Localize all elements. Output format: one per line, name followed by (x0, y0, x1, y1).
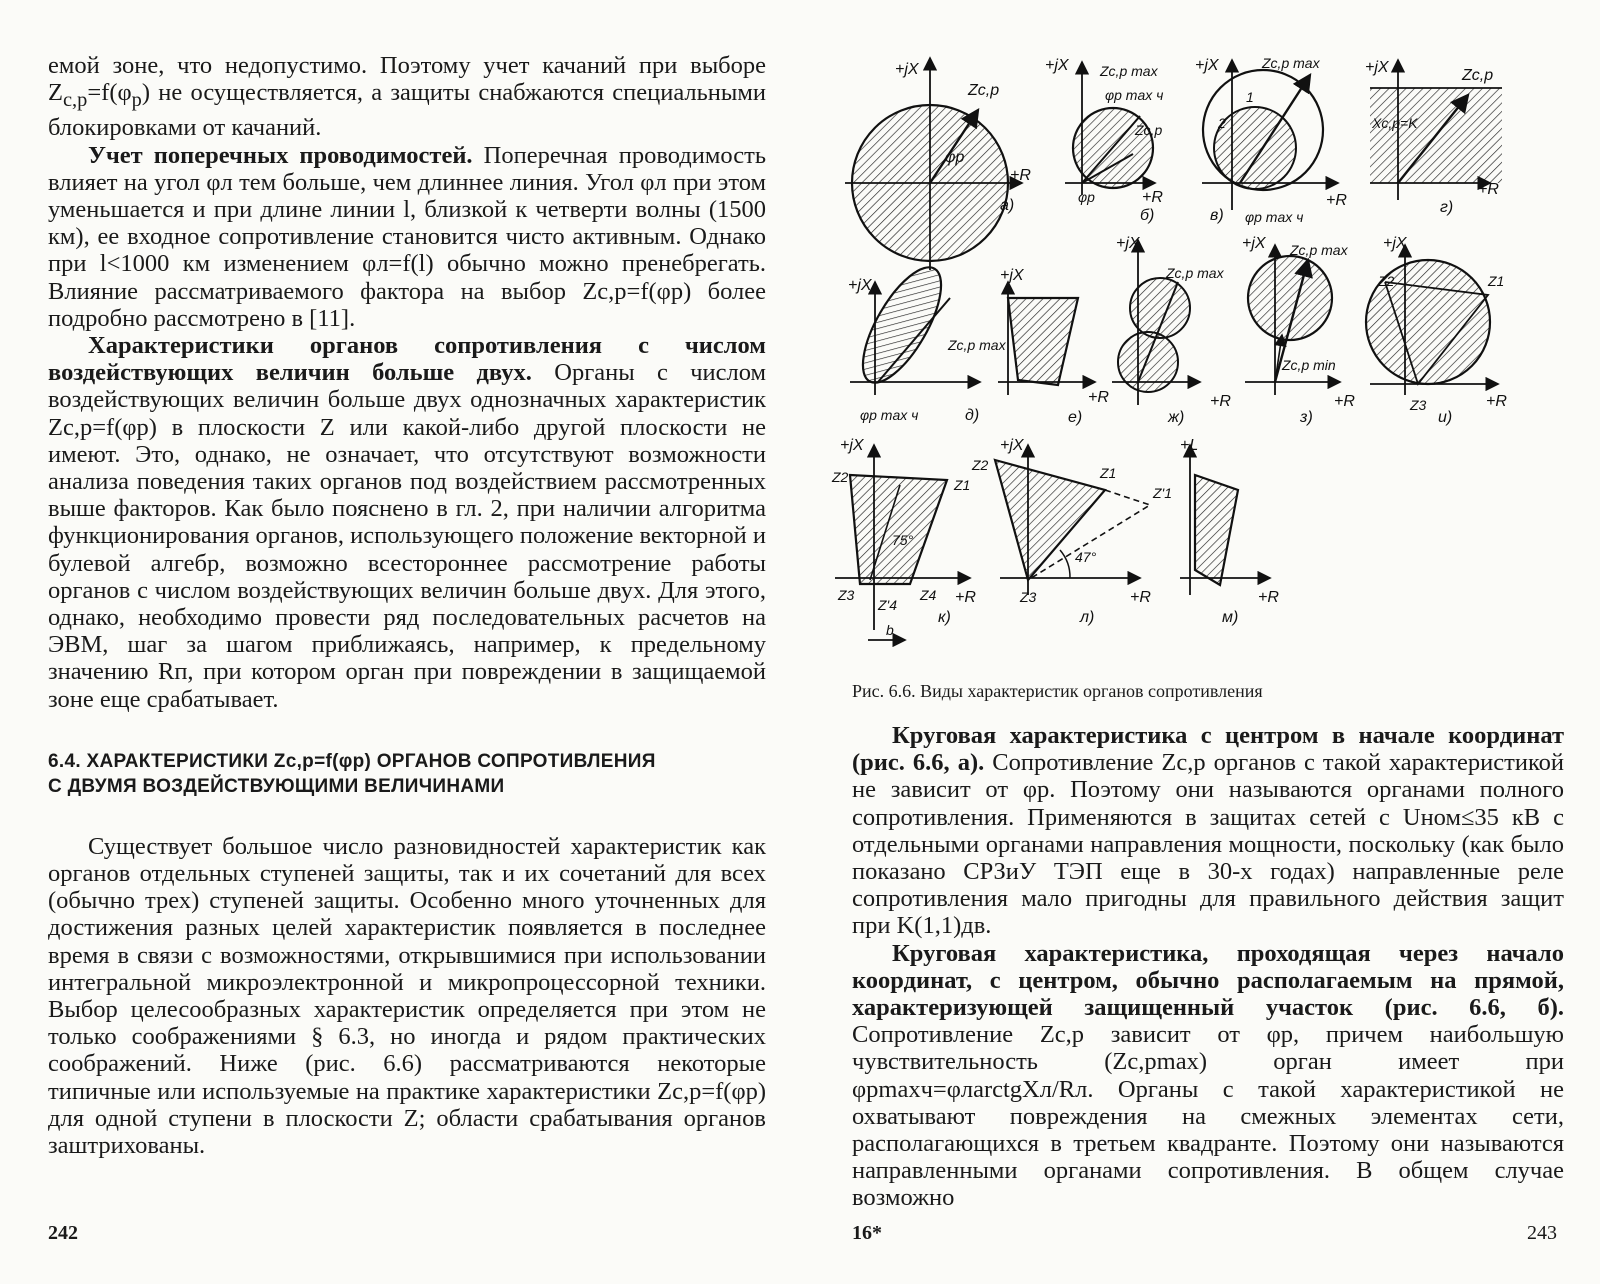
page-number-left: 242 (48, 1222, 78, 1244)
label-z3: Z3 (1020, 589, 1037, 605)
signature-mark: 16* (852, 1222, 882, 1244)
label-47: 47° (1075, 549, 1097, 565)
label-z4p: Z'4 (878, 597, 898, 613)
label-phi-p: φр (945, 149, 965, 166)
label-d: д) (965, 407, 980, 424)
label-k: к) (938, 609, 951, 626)
axis-label-r: +R (1130, 589, 1151, 606)
axis-label-jx: +jX (840, 437, 864, 454)
label-zcp: Zс,р (968, 82, 1000, 99)
paragraph-intro: Существует большое число разновидностей характеристик как органов отдельных ступеней защиты, так и их сочетаний для всех (обычно трех) ступеней защиты. Особенно много уточненных для достижения разных целей характеристик появляется в последнее время в связи с возможностями, открывшимися при использовании интегральной микроэлектронной и микропроцессорной техники. Выбор целесообразных характеристик определяется при этом не только соображениями § 6.3, но иногда и рядом практических соображений. Ниже (рис. 6.6) рассматриваются некоторые типичные или используемые на практике характеристики Zс,р=f(φр) для одной ступени в плоскости Z; области срабатывания органов заштрихованы. (48, 832, 766, 1159)
axis-label-jx: +jX (895, 61, 919, 78)
axis-label-jx: +jX (1116, 235, 1140, 252)
label-z: з) (1300, 409, 1313, 426)
label-zcp: Zс,р (1462, 67, 1494, 84)
label-phi-pmax: φр max ч (860, 407, 919, 423)
axis-label-jx: +jX (1242, 235, 1266, 252)
diagram-v (1202, 60, 1338, 210)
diagram-i (1366, 245, 1498, 395)
axis-label-r: +R (1142, 189, 1163, 206)
axis-label-r: +R (1326, 192, 1347, 209)
label-a: а) (1000, 197, 1015, 214)
label-zcpmin: Zс,р min (1282, 357, 1336, 373)
label-1: 1 (1246, 89, 1254, 105)
axis-label-r: +R (1334, 393, 1355, 410)
axis-label-jx: +jX (848, 277, 872, 294)
axis-label-jx: +jX (1195, 57, 1219, 74)
page-number-right: 243 (1527, 1222, 1557, 1244)
figure-svg (832, 50, 1564, 650)
axis-label-jx: +jX (1000, 267, 1024, 284)
axis-label-jx: +jX (1000, 437, 1024, 454)
paragraph-cross-conductance: Учет поперечных проводимостей. Поперечная проводимость влияет на угол φл тем больше, чем длиннее линия. Угол φл при этом уменьшается и при длине линии l, близкой к четверти волны (1500 км), ее входное сопротивление становится чисто активным. Однако при l<1000 км изменением φл=f(l) обычно можно пренебрегать. Влияние рассматриваемого фактора на выбор Zс,р=f(φр) более подробно рассмотрено в [11]. (48, 141, 766, 332)
figure-6-6 (832, 50, 1564, 650)
label-xcp: Xс,р=K (1372, 115, 1418, 131)
label-z1p: Z'1 (1153, 485, 1173, 501)
paragraph-continuation: емой зоне, что недопустимо. Поэтому учет качаний при выборе $Z_{с,р}=f(\varphi_р)$ не осуществляется, а защиты снабжаются специальными блокировками от качаний. (48, 52, 766, 142)
label-v: в) (1210, 207, 1224, 224)
label-z3: Z3 (1410, 397, 1427, 413)
paragraph-circular-centered: Круговая характеристика с центром в начале координат (рис. 6.6, а). Сопротивление Zс,р органов с такой характеристикой не зависит от φр. Поэтому они называются органами полного сопротивления. Применяются в защитах сетей с Uном≤35 кВ с отдельными органами направления мощности, поскольку (как было показано СРЗиУ ТЭП еще в 30-х годах) направленные реле сопротивления мало пригодны для правильного действия защит при K(1,1)дв. (852, 722, 1565, 940)
diagram-m (1180, 445, 1270, 595)
label-z2: Z2 (1378, 273, 1395, 289)
axis-label-l: +L (1180, 437, 1199, 454)
axis-label-jx: +jX (1383, 235, 1407, 252)
label-b-dim: b (886, 622, 894, 638)
diagram-e (998, 282, 1095, 395)
paragraph-heading: Характеристики органов сопротивления с числом воздействующих величин больше двух. (48, 331, 766, 387)
label-75: 75° (892, 532, 914, 548)
label-z3: Z3 (838, 587, 855, 603)
figure-caption: Рис. 6.6. Виды характеристик органов сопротивления (852, 681, 1263, 701)
axis-label-jx: +jX (1365, 59, 1389, 76)
label-zcpmax: Zс,р max (1100, 63, 1158, 79)
left-page (48, 52, 766, 1159)
label-2: 2 (1218, 115, 1226, 131)
axis-label-r: +R (1088, 389, 1109, 406)
axis-label-r: +R (1010, 167, 1031, 184)
label-phi-pmax: φр max ч (1245, 209, 1304, 225)
label-zh: ж) (1168, 409, 1185, 426)
label-zcpmax: Zс,р max (948, 337, 1006, 353)
label-zcpmax: Zс,р max (1166, 265, 1224, 281)
diagram-l (995, 445, 1150, 595)
section-heading: 6.4. ХАРАКТЕРИСТИКИ Zс,р=f(φр) ОРГАНОВ СОПРОТИВЛЕНИЯ С ДВУМЯ ВОЗДЕЙСТВУЮЩИМИ ВЕЛИЧИНАМИ (48, 750, 656, 797)
right-page (852, 722, 1564, 1212)
axis-label-r: +R (1258, 589, 1279, 606)
paragraph-multi-input: Характеристики органов сопротивления с числом воздействующих величин больше двух. Органы с числом воздействующих величин больше двух однозначных характеристик Zс,р=f(φр) в плоскости Z или какой-либо другой плоскости не имеют. Это, однако, не означает, что отсутствуют возможности анализа поведения таких органов под воздействием рассмотренных выше факторов. Как было пояснено в гл. 2, при наличии алгоритма функционирования органов, использующего положение векторной и булевой алгебр, возможно всестороннее рассмотрение работы органов с числом воздействующих величин больше двух. Для этого, однако, необходимо провести ряд последовательных расчетов на ЭВМ, шаг за шагом приближаясь, например, к предельному значению Rп, при котором орган при повреждении в защищаемой зоне еще срабатывает. (48, 331, 767, 713)
label-b: б) (1140, 207, 1155, 224)
label-phi-pmax: φр max ч (1105, 87, 1164, 103)
label-zcpmax: Zс,р max (1290, 242, 1348, 258)
axis-label-r: +R (1210, 393, 1231, 410)
paragraph-heading: Круговая характеристика с центром в начале координат (рис. 6.6, а). (852, 722, 1564, 777)
label-z1: Z1 (1488, 273, 1505, 289)
label-i: и) (1438, 409, 1453, 426)
label-m: м) (1222, 609, 1239, 626)
axis-label-jx: +jX (1045, 57, 1069, 74)
label-z2: Z2 (832, 469, 849, 485)
axis-label-r: +R (955, 589, 976, 606)
label-l: л) (1080, 609, 1095, 626)
label-phi-p: φр (1078, 189, 1095, 205)
label-zcp: Zс,р (1135, 122, 1163, 138)
paragraph-heading: Круговая характеристика, проходящая через начало координат, с центром, обычно располагаемым на прямой, характеризующей защищенный участок (рис. 6.6, б). (852, 939, 1564, 1022)
paragraph-circular-through-origin: Круговая характеристика, проходящая через начало координат, с центром, обычно располагаемым на прямой, характеризующей защищенный участок (рис. 6.6, б). Сопротивление Zс,р зависит от φр, причем наибольшую чувствительность (Zс,рmax) орган имеет при φрmaxч=φлarctgXл/Rл. Органы с такой характеристикой не охватывают повреждения на смежных элементах сети, располагающихся в третьем квадранте. Поэтому они называются направленными органами сопротивления. В общем случае возможно (852, 939, 1564, 1212)
label-z4: Z4 (920, 587, 937, 603)
label-g: г) (1440, 199, 1454, 216)
label-z2: Z2 (972, 457, 989, 473)
paragraph-heading: Учет поперечных проводимостей. (88, 141, 473, 169)
label-zcpmax: Zс,р max (1262, 55, 1320, 71)
label-z1: Z1 (1100, 465, 1117, 481)
label-e: е) (1068, 409, 1083, 426)
label-z1: Z1 (954, 477, 971, 493)
axis-label-r: +R (1486, 393, 1507, 410)
axis-label-r: +R (1478, 181, 1499, 198)
